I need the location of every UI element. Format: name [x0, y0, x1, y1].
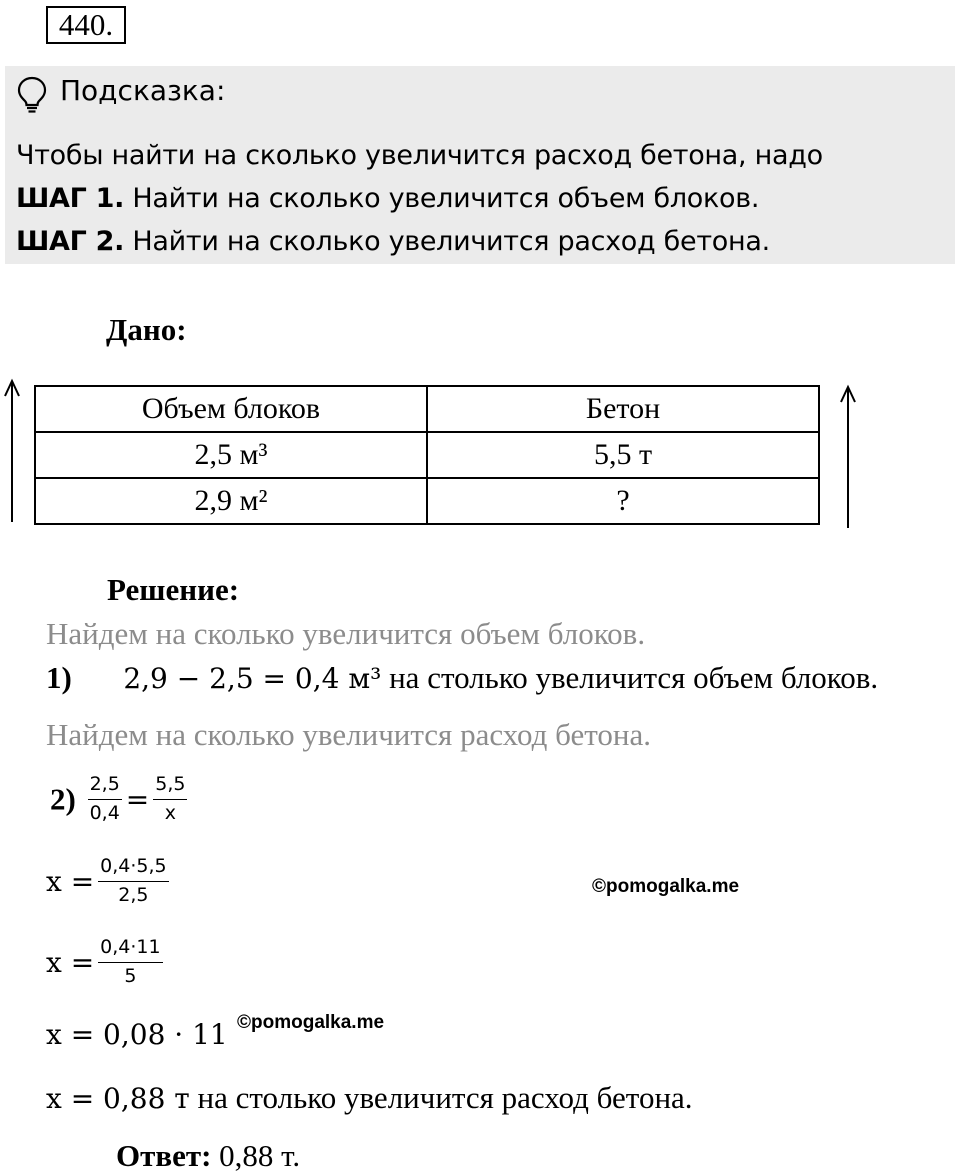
step-1-number: 1) — [46, 660, 72, 695]
table-row — [35, 478, 819, 524]
denominator: 5 — [124, 964, 137, 987]
step-2-intro: Найдем на сколько увеличится расход бетона. — [46, 717, 651, 752]
up-arrow-right-icon — [840, 384, 856, 530]
fraction — [98, 936, 162, 989]
denominator: 2,5 — [118, 883, 149, 906]
equation-4 — [46, 1080, 693, 1116]
equation-lhs: x = — [46, 945, 95, 979]
given-table — [34, 385, 820, 525]
table-cell: 5,5 т — [427, 432, 819, 478]
denominator: 0,4 — [89, 801, 120, 824]
hint-step-1-label: ШАГ 1. — [16, 183, 125, 214]
equals-sign: = — [125, 782, 150, 816]
table-cell: 2,9 м² — [35, 478, 427, 524]
equation-4-expression: x = 0,88 т — [46, 1082, 190, 1115]
hint-title: Подсказка: — [60, 74, 226, 107]
hint-step-1 — [16, 183, 759, 214]
step-2-proportion — [50, 773, 191, 826]
hint-step-2-label: ШАГ 2. — [16, 226, 125, 257]
problem-number: 440. — [46, 6, 126, 44]
hint-intro: Чтобы найти на сколько увеличится расход бетона, надо — [16, 140, 823, 171]
numerator: 0,4·5,5 — [98, 855, 168, 882]
table-row — [35, 432, 819, 478]
answer — [116, 1138, 300, 1174]
equation-2 — [46, 936, 167, 989]
equation-3: x = 0,08 · 11 — [46, 1018, 228, 1051]
numerator: 0,4·11 — [98, 936, 162, 963]
step-2-number: 2) — [50, 781, 76, 817]
step-1-line — [46, 660, 878, 696]
table-header-cell: Объем блоков — [35, 386, 427, 432]
hint-step-2-text: Найти на сколько увеличится расход бетона. — [124, 226, 770, 257]
hint-step-1-text: Найти на сколько увеличится объем блоков. — [124, 183, 760, 214]
fraction — [98, 855, 168, 908]
table-cell: 2,5 м³ — [35, 432, 427, 478]
table-header-cell: Бетон — [427, 386, 819, 432]
step-1-intro: Найдем на сколько увеличится объем блоков. — [46, 616, 646, 651]
given-title: Дано: — [106, 312, 187, 347]
equation-4-text: на столько увеличится расход бетона. — [197, 1080, 693, 1115]
equation-lhs: x = — [46, 864, 95, 898]
fraction — [88, 773, 122, 826]
fraction — [153, 773, 187, 826]
table-cell: ? — [427, 478, 819, 524]
watermark: ©pomogalka.me — [237, 1012, 385, 1033]
numerator: 2,5 — [88, 773, 122, 800]
lightbulb-icon — [16, 76, 48, 114]
numerator: 5,5 — [153, 773, 187, 800]
denominator: x — [164, 801, 176, 824]
equation-1 — [46, 855, 173, 908]
step-1-expression: 2,9 − 2,5 = 0,4 м³ — [123, 662, 382, 695]
table-header-row — [35, 386, 819, 432]
answer-value: 0,88 т. — [211, 1138, 301, 1173]
solution-title: Решение: — [107, 572, 240, 607]
answer-label: Ответ: — [116, 1138, 212, 1173]
hint-step-2 — [16, 226, 770, 257]
up-arrow-left-icon — [4, 378, 20, 524]
step-1-text: на столько увеличится объем блоков. — [389, 660, 879, 695]
watermark: ©pomogalka.me — [592, 876, 740, 897]
